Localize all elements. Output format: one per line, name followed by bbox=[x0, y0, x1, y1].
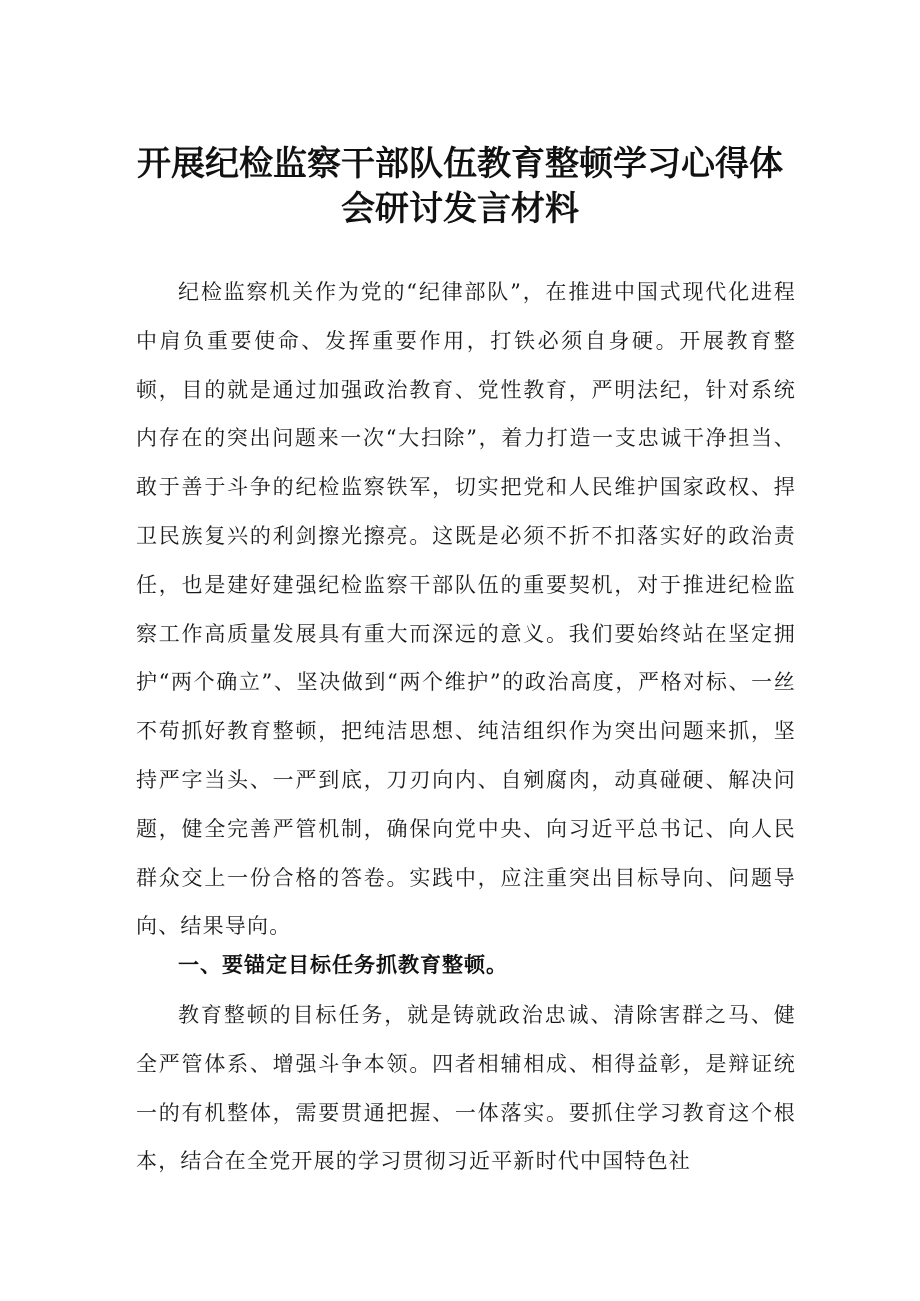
section-heading-1: 一、要锚定目标任务抓教育整顿。 bbox=[178, 953, 508, 977]
paragraph-section-1: 教育整顿的目标任务，就是铸就政治忠诚、清除害群之马、健全严管体系、增强斗争本领。四者相辅相成、相得益彰，是辩证统一的有机整体，需要贯通把握、一体落实。要抓住学习教育这个根本，结合在全党开展的学习贯彻习近平新时代中国特色社 bbox=[136, 1003, 796, 1174]
document-title-line-2: 会研讨发言材料 bbox=[341, 189, 579, 229]
document-title-line-1: 开展纪检监察干部队伍教育整顿学习心得体 bbox=[137, 144, 783, 184]
paragraph-intro: 纪检监察机关作为党的“纪律部队”，在推进中国式现代化进程中肩负重要使命、发挥重要作用，打铁必须自身硬。开展教育整顿，目的就是通过加强政治教育、党性教育，严明法纪，针对系统内存在的突出问题来一次“大扫除”，着力打造一支忠诚干净担当、敢于善于斗争的纪检监察铁军，切实把党和人民维护国家政权、捍卫民族复兴的利剑擦光擦亮。这既是必须不折不扣落实好的政治责任，也是建好建强纪检监察干部队伍的重要契机，对于推进纪检监察工作高质量发展具有重大而深远的意义。我们要始终站在坚定拥护“两个确立”、坚决做到“两个维护”的政治高度，严格对标、一丝不苟抓好教育整顿，把纯洁思想、纯洁组织作为突出问题来抓，坚持严字当头、一严到底，刀刃向内、自剜腐肉，动真碰硬、解决问题，健全完善严管机制，确保向党中央、向习近平总书记、向人民群众交上一份合格的答卷。实践中，应注重突出目标导向、问题导向、结果导向。 bbox=[136, 280, 796, 939]
